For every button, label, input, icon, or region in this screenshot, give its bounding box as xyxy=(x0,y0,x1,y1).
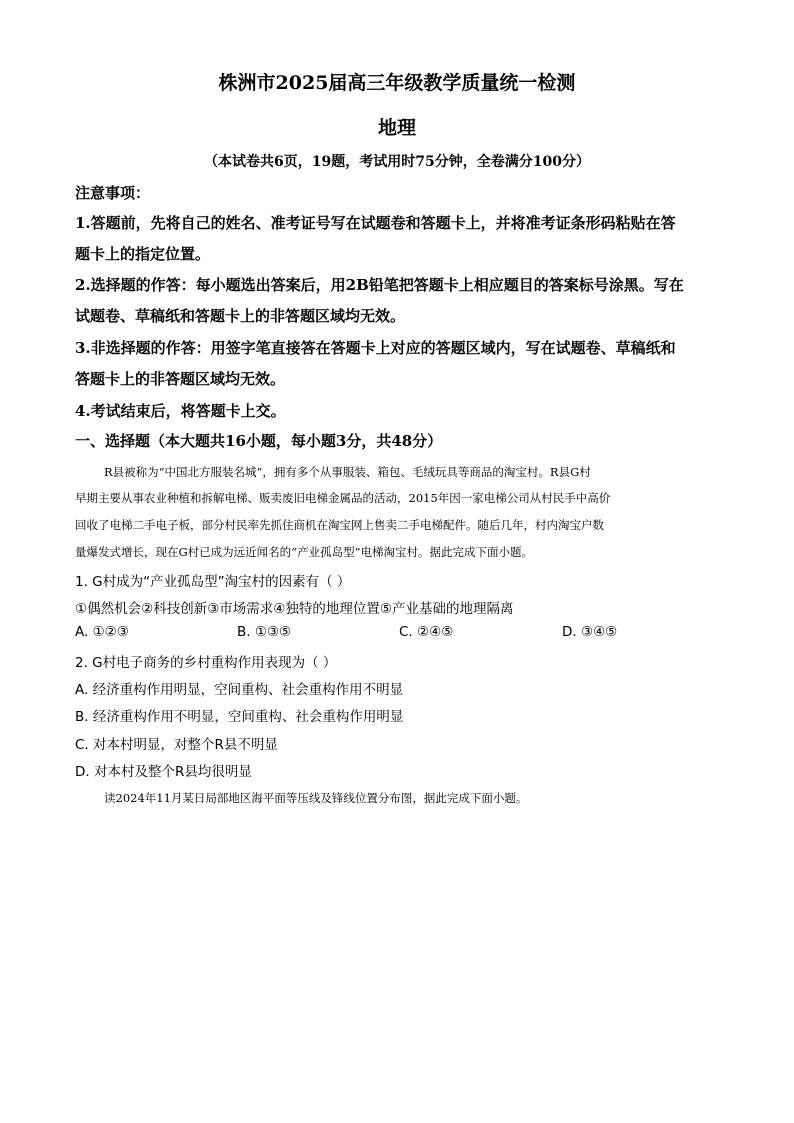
notice-line: 3.非选择题的作答：用签字笔直接答在答题卡上对应的答题区域内，写在试题卷、草稿纸和 xyxy=(75,339,676,357)
question-1-factors: ①偶然机会②科技创新③市场需求④独特的地理位置⑤产业基础的地理隔离 xyxy=(75,601,514,617)
q2-option-d: D. 对本村及整个R县均很明显 xyxy=(75,764,252,780)
q2-option-c: C. 对本村明显，对整个R县不明显 xyxy=(75,737,278,753)
exam-info: （本试卷共6页，19题，考试用时75分钟，全卷满分100分） xyxy=(204,154,590,170)
passage-line: 早期主要从事农业种植和拆解电梯、贩卖废旧电梯金属品的活动，2015年因一家电梯公司从村民手中高价 xyxy=(75,491,611,505)
question-2-stem: 2. G村电子商务的乡村重构作用表现为（ ） xyxy=(75,655,337,671)
notice-heading: 注意事项： xyxy=(75,184,151,202)
q1-option-b: B. ①③⑤ xyxy=(237,624,292,640)
notice-line: 1.答题前，先将自己的姓名、准考证号写在试题卷和答题卡上，并将准考证条形码粘贴在答 xyxy=(75,214,676,232)
q2-option-b: B. 经济重构作用不明显，空间重构、社会重构作用明显 xyxy=(75,709,404,725)
q1-option-a: A. ①②③ xyxy=(75,624,129,640)
notice-line: 试题卷、草稿纸和答题卡上的非答题区域均无效。 xyxy=(75,307,406,325)
q2-option-a: A. 经济重构作用明显，空间重构、社会重构作用不明显 xyxy=(75,682,404,698)
notice-line: 4.考试结束后，将答题卡上交。 xyxy=(75,402,286,420)
passage-line: 回收了电梯二手电子板，部分村民率先抓住商机在淘宝网上售卖二手电梯配件。随后几年，村内淘宝户数 xyxy=(75,518,604,532)
map-intro: 读2024年11月某日局部地区海平面等压线及锋线位置分布图，据此完成下面小题。 xyxy=(104,791,528,805)
subject-title: 地理 xyxy=(377,117,416,139)
q1-option-c: C. ②④⑤ xyxy=(399,624,454,640)
exam-title: 株洲市2025届高三年级教学质量统一检测 xyxy=(218,72,576,94)
notice-line: 题卡上的指定位置。 xyxy=(75,245,211,263)
q1-option-d: D. ③④⑤ xyxy=(562,624,618,640)
passage-line: R县被称为“中国北方服装名城”，拥有多个从事服装、箱包、毛绒玩具等商品的淘宝村。R县G村 xyxy=(104,465,591,479)
section-heading: 一、选择题（本大题共16小题，每小题3分，共48分） xyxy=(75,432,443,450)
notice-line: 2.选择题的作答：每小题选出答案后，用2B铅笔把答题卡上相应题目的答案标号涂黑。写在 xyxy=(75,276,684,294)
notice-line: 答题卡上的非答题区域均无效。 xyxy=(75,370,286,388)
question-1-stem: 1. G村成为“产业孤岛型”淘宝村的因素有（ ） xyxy=(75,574,351,590)
passage-line: 量爆发式增长，现在G村已成为远近闻名的“产业孤岛型”电梯淘宝村。据此完成下面小题。 xyxy=(75,545,533,559)
